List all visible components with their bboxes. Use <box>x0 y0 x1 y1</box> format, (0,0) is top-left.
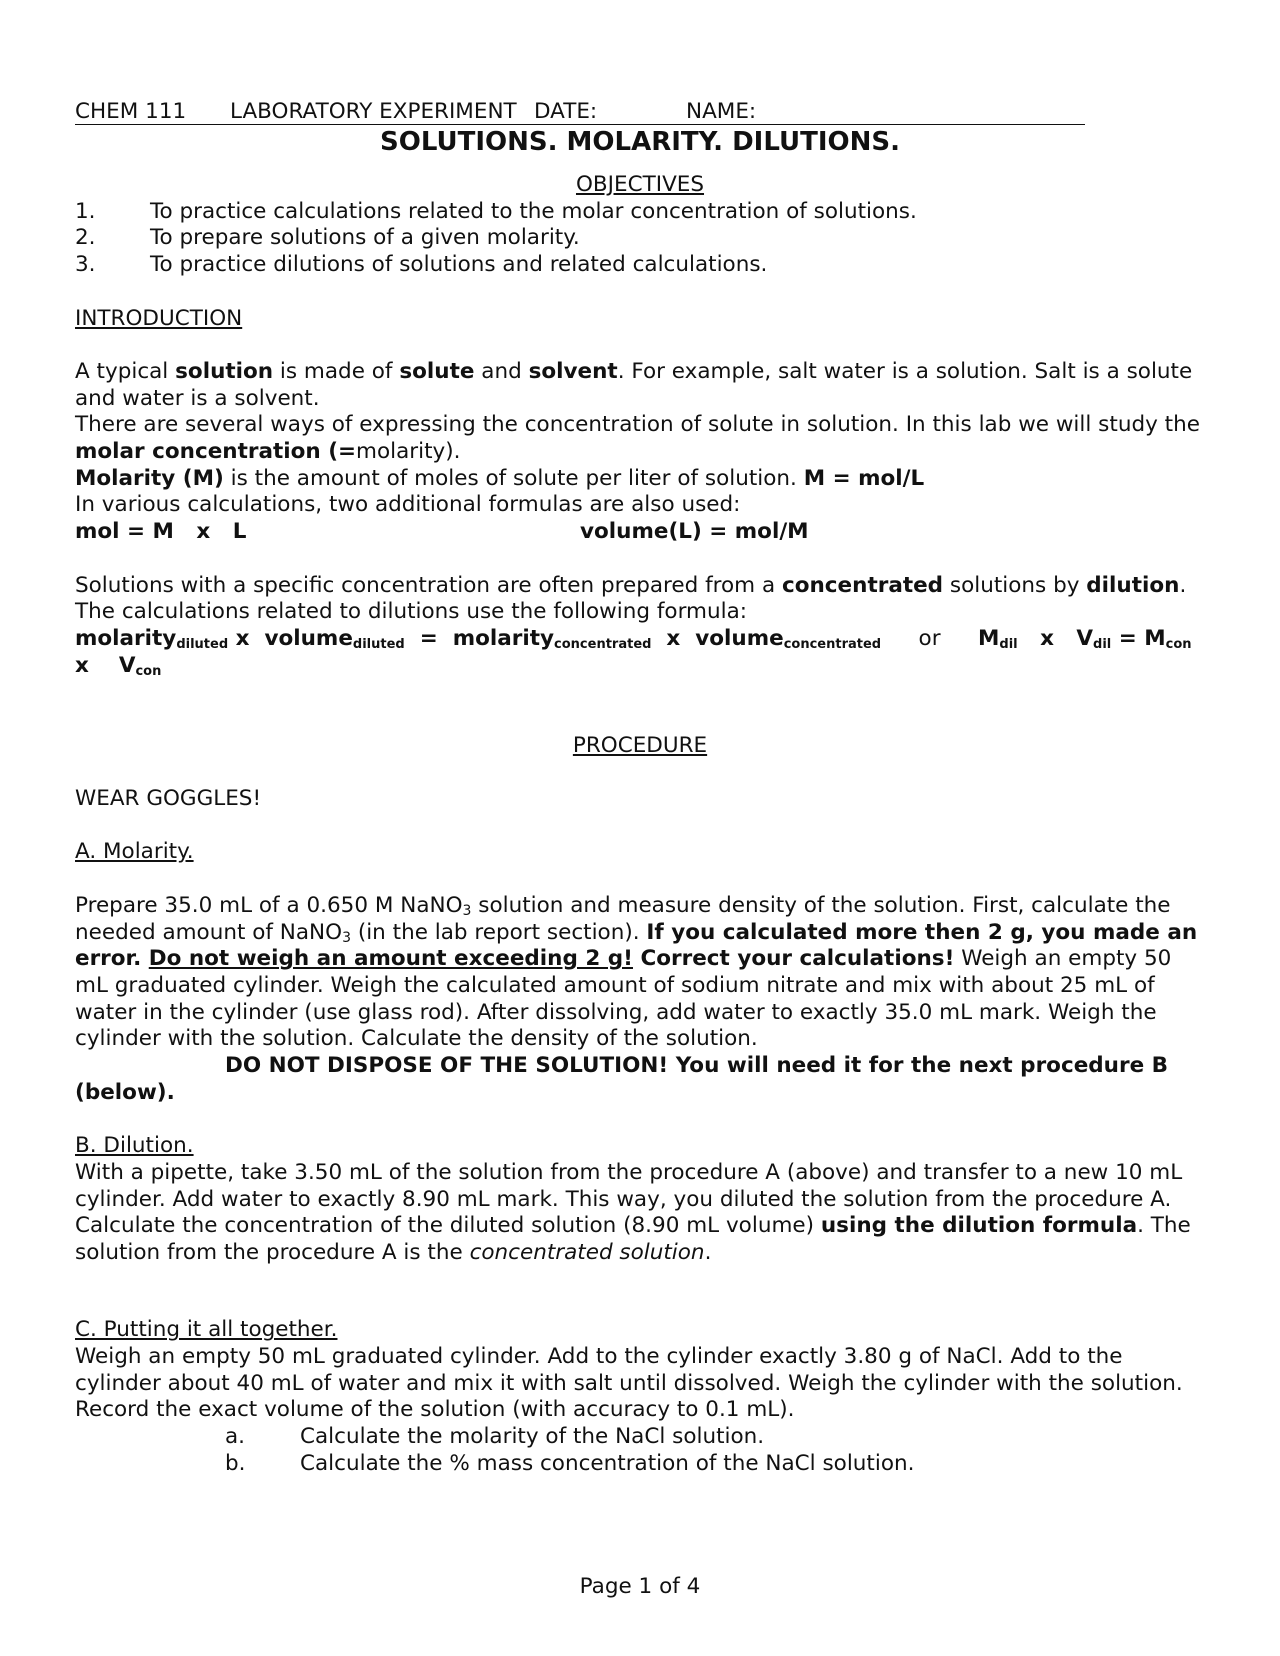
course-label: CHEM 111 <box>75 99 187 124</box>
experiment-label: LABORATORY EXPERIMENT <box>230 99 517 124</box>
goggles-warning: WEAR GOGGLES! <box>75 786 262 812</box>
section-c-list <box>75 1424 1205 1477</box>
formula-row <box>75 519 1205 546</box>
intro-paragraph-4: In various calculations, two additional formulas are also used: <box>75 492 741 518</box>
page-footer: Page 1 of 4 <box>579 1574 701 1599</box>
mol-formula: mol = M x L <box>75 519 247 545</box>
name-label: NAME: <box>686 99 757 124</box>
dilution-formula: molarity$_{diluted}$ x volume$_{diluted}$ = molarity$_{concentrated}$ x volume$_{concentrated}$ or $M_{dil}$ x $V_{dil} = M_{con}$ x $V_{con}$ <box>75 625 1222 679</box>
intro-paragraph-5: Solutions with a specific concentration are often prepared from a concentrated solutions by dilution. The calculations related to dilutions use the following formula: <box>75 572 1187 625</box>
list-item: b. Calculate the % mass concentration of the NaCl solution. <box>225 1450 915 1476</box>
list-item: 3. To practice dilutions of solutions and related calculations. <box>75 252 768 278</box>
volume-formula: volume(L) = mol/M <box>580 519 809 545</box>
section-c-text: Weigh an empty 50 mL graduated cylinder. Add to the cylinder exactly 3.80 g of NaCl. Add to the cylinder about 40 mL of water and mix it with salt until dissolved. Weigh the cylinder with the solution. Record the exact volume of the solution (with accuracy to 0.1 mL). <box>75 1344 1183 1423</box>
intro-paragraph-1: A typical solution is made of solute and solvent. For example, salt water is a solution. Salt is a solute and water is a solvent. <box>75 358 1193 411</box>
section-b-text: With a pipette, take 3.50 mL of the solution from the procedure A (above) and transfer to a new 10 mL cylinder. Add water to exactly 8.90 mL mark. This way, you diluted the solution from the procedure A. Calculate the concentration of the diluted solution (8.90 mL volume) using the dilution formula. The solution from the procedure A is the concentrated solution. <box>75 1159 1191 1265</box>
intro-paragraph-3: Molarity (M) is the amount of moles of solute per liter of solution. M = mol/L <box>75 465 925 491</box>
section-b-heading: B. Dilution. <box>75 1133 194 1159</box>
list-item: a. Calculate the molarity of the NaCl solution. <box>225 1424 765 1450</box>
list-item: 1. To practice calculations related to the molar concentration of solutions. <box>75 198 917 224</box>
header-line <box>75 100 1085 125</box>
objectives-list <box>75 199 1205 279</box>
date-label: DATE: <box>534 99 598 124</box>
list-item: 2. To prepare solutions of a given molarity. <box>75 225 580 251</box>
document-page <box>75 99 1222 1478</box>
section-a-warning: DO NOT DISPOSE OF THE SOLUTION! You will need it for the next procedure B (below). <box>75 1053 1169 1105</box>
intro-paragraph-2: There are several ways of expressing the concentration of solute in solution. In this lab we will study the molar concentration (=molarity). <box>75 412 1200 464</box>
section-a-text: Prepare 35.0 mL of a 0.650 M NaNO$_3$ solution and measure density of the solution. First, calculate the needed amount of NaNO$_3$ (in the lab report section). If you calculated more then 2 g, you made an error. Do not weigh an amount exceeding 2 g! Correct your calculations! Weigh an empty 50 mL graduated cylinder. Weigh the calculated amount of sodium nitrate and mix with about 25 mL of water in the cylinder (use glass rod). After dissolving, add water to exactly 35.0 mL mark. Weigh the cylinder with the solution. Calculate the density of the solution. <box>75 892 1198 1052</box>
procedure-heading: PROCEDURE <box>572 732 708 758</box>
section-c-heading: C. Putting it all together. <box>75 1317 338 1343</box>
introduction-heading: INTRODUCTION <box>75 305 243 331</box>
objectives-heading: OBJECTIVES <box>575 172 705 197</box>
section-a-heading: A. Molarity. <box>75 839 194 865</box>
page-title: SOLUTIONS. MOLARITY. DILUTIONS. <box>380 127 900 157</box>
